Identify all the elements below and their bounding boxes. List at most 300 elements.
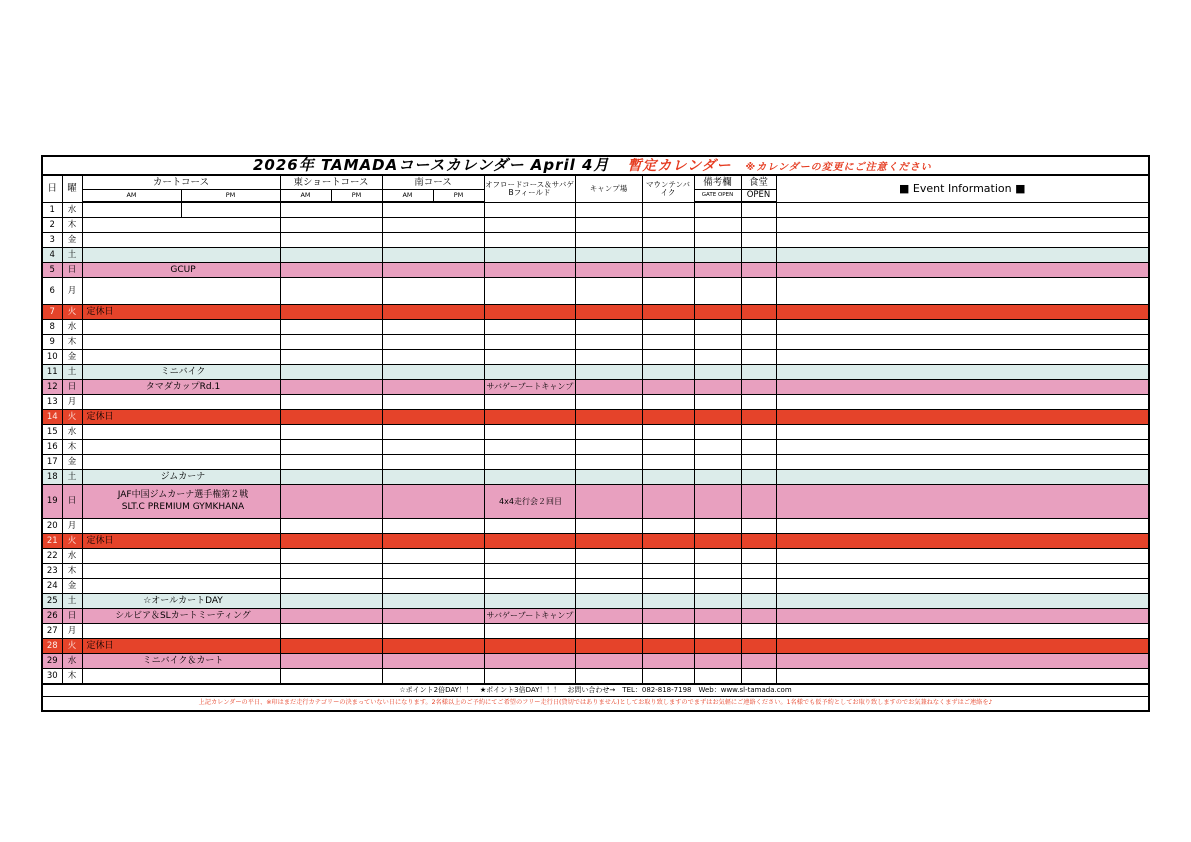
camp-cell (575, 549, 642, 564)
day-number: 8 (42, 320, 62, 335)
offroad-cell (484, 594, 575, 609)
kart-course-cell (82, 335, 280, 350)
offroad-cell (484, 278, 575, 305)
day-row (42, 410, 1149, 425)
south-course-cell (382, 233, 484, 248)
cafeteria-cell (741, 609, 776, 624)
weekday: 土 (62, 594, 82, 609)
offroad-cell: サバゲーブートキャンプ (484, 380, 575, 395)
day-row (42, 365, 1149, 380)
mountain-bike-cell (642, 519, 694, 534)
offroad-header: オフロードコース＆サバゲBフィールド (484, 175, 575, 202)
day-number: 3 (42, 233, 62, 248)
mountain-bike-cell (642, 263, 694, 278)
day-row (42, 564, 1149, 579)
cafeteria-cell (741, 233, 776, 248)
mountain-bike-header: マウンテンバイク (642, 175, 694, 202)
camp-cell (575, 202, 642, 218)
day-number: 7 (42, 305, 62, 320)
cafeteria-open-label: OPEN (741, 190, 776, 203)
cafeteria-cell (741, 579, 776, 594)
weekday: 日 (62, 485, 82, 519)
camp-cell (575, 440, 642, 455)
title-row (42, 156, 1149, 175)
camp-cell (575, 564, 642, 579)
camp-cell (575, 519, 642, 534)
east-short-course-header: 東ショートコース (280, 175, 382, 190)
east-course-cell (280, 263, 382, 278)
remarks-cell (694, 440, 741, 455)
kart-course-cell (82, 320, 280, 335)
day-row (42, 669, 1149, 685)
south-course-cell (382, 218, 484, 233)
south-course-cell (382, 395, 484, 410)
event-info-cell (776, 278, 1149, 305)
weekday: 火 (62, 534, 82, 549)
camp-header: キャンプ場 (575, 175, 642, 202)
mountain-bike-cell (642, 455, 694, 470)
weekday: 金 (62, 455, 82, 470)
cafeteria-cell (741, 218, 776, 233)
south-course-cell (382, 549, 484, 564)
kart-course-cell: ジムカーナ (82, 470, 280, 485)
day-row (42, 639, 1149, 654)
day-number: 23 (42, 564, 62, 579)
day-number: 17 (42, 455, 62, 470)
day-row (42, 624, 1149, 639)
cafeteria-cell (741, 278, 776, 305)
remarks-cell (694, 335, 741, 350)
calendar-title: 2026年 TAMADAコースカレンダー April 4月 (253, 156, 610, 174)
east-pm-header: PM (331, 190, 382, 203)
offroad-cell (484, 365, 575, 380)
provisional-label: 暫定カレンダー (627, 158, 732, 174)
kart-course-cell: 定休日 (82, 305, 280, 320)
kart-course-header: カートコース (82, 175, 280, 190)
kart-course-cell: タマダカップRd.1 (82, 380, 280, 395)
day-row (42, 350, 1149, 365)
event-info-cell (776, 485, 1149, 519)
mountain-bike-cell (642, 233, 694, 248)
remarks-header: 備考欄 (694, 175, 741, 190)
mountain-bike-cell (642, 305, 694, 320)
day-row (42, 218, 1149, 233)
footer-row-contact (42, 684, 1149, 697)
event-info-cell (776, 440, 1149, 455)
day-number: 16 (42, 440, 62, 455)
south-course-cell (382, 410, 484, 425)
mountain-bike-cell (642, 395, 694, 410)
day-row (42, 395, 1149, 410)
east-course-cell (280, 335, 382, 350)
cafeteria-cell (741, 350, 776, 365)
day-row (42, 519, 1149, 534)
day-row (42, 335, 1149, 350)
remarks-cell (694, 485, 741, 519)
kart-course-cell: 定休日 (82, 639, 280, 654)
cafeteria-cell (741, 320, 776, 335)
camp-cell (575, 248, 642, 263)
event-info-cell (776, 305, 1149, 320)
day-row (42, 305, 1149, 320)
east-course-cell (280, 549, 382, 564)
cafeteria-cell (741, 425, 776, 440)
weekday: 金 (62, 233, 82, 248)
event-info-cell (776, 624, 1149, 639)
remarks-cell (694, 365, 741, 380)
cafeteria-cell (741, 485, 776, 519)
east-course-cell (280, 639, 382, 654)
remarks-cell (694, 278, 741, 305)
event-info-cell (776, 669, 1149, 685)
day-row (42, 455, 1149, 470)
day-number: 10 (42, 350, 62, 365)
camp-cell (575, 395, 642, 410)
cafeteria-cell (741, 248, 776, 263)
weekday: 日 (62, 380, 82, 395)
east-course-cell (280, 350, 382, 365)
event-info-cell (776, 594, 1149, 609)
footer-contact: ☆ポイント2倍DAY！！ ★ポイント3倍DAY！！！ お問い合わせ→ TEL：082-818-7198 Web：www.sl-tamada.com (42, 684, 1149, 697)
event-info-cell (776, 654, 1149, 669)
camp-cell (575, 654, 642, 669)
south-am-header: AM (382, 190, 433, 203)
mountain-bike-cell (642, 609, 694, 624)
cafeteria-cell (741, 549, 776, 564)
offroad-cell (484, 549, 575, 564)
mountain-bike-cell (642, 365, 694, 380)
remarks-cell (694, 233, 741, 248)
kart-course-cell (82, 455, 280, 470)
day-row (42, 425, 1149, 440)
camp-cell (575, 425, 642, 440)
day-row (42, 248, 1149, 263)
remarks-cell (694, 579, 741, 594)
day-row (42, 549, 1149, 564)
cafeteria-cell (741, 669, 776, 685)
east-course-cell (280, 305, 382, 320)
day-row (42, 609, 1149, 624)
remarks-cell (694, 320, 741, 335)
offroad-cell (484, 305, 575, 320)
calendar-sheet (41, 155, 1148, 712)
south-course-cell (382, 639, 484, 654)
camp-cell (575, 624, 642, 639)
east-course-cell (280, 365, 382, 380)
weekday: 木 (62, 564, 82, 579)
kart-course-cell (82, 549, 280, 564)
mountain-bike-cell (642, 202, 694, 218)
east-course-cell (280, 233, 382, 248)
cafeteria-cell (741, 395, 776, 410)
offroad-cell (484, 263, 575, 278)
weekday: 土 (62, 470, 82, 485)
kart-course-cell: シルビア＆SLカートミーティング (82, 609, 280, 624)
day-row (42, 233, 1149, 248)
cafeteria-cell (741, 365, 776, 380)
day-row (42, 579, 1149, 594)
day-number: 9 (42, 335, 62, 350)
east-course-cell (280, 579, 382, 594)
cafeteria-cell (741, 455, 776, 470)
south-course-cell (382, 320, 484, 335)
offroad-cell (484, 455, 575, 470)
mountain-bike-cell (642, 534, 694, 549)
event-info-cell (776, 263, 1149, 278)
east-course-cell (280, 654, 382, 669)
weekday: 日 (62, 263, 82, 278)
weekday: 木 (62, 440, 82, 455)
camp-cell (575, 485, 642, 519)
mountain-bike-cell (642, 579, 694, 594)
offroad-cell (484, 335, 575, 350)
event-info-cell (776, 534, 1149, 549)
offroad-cell (484, 654, 575, 669)
day-row (42, 485, 1149, 519)
day-row (42, 594, 1149, 609)
kart-pm-cell (181, 202, 280, 218)
south-course-cell (382, 365, 484, 380)
kart-course-cell (82, 278, 280, 305)
day-number: 14 (42, 410, 62, 425)
east-course-cell (280, 248, 382, 263)
camp-cell (575, 639, 642, 654)
day-row (42, 380, 1149, 395)
mountain-bike-cell (642, 624, 694, 639)
camp-cell (575, 380, 642, 395)
day-number: 21 (42, 534, 62, 549)
camp-cell (575, 365, 642, 380)
event-info-cell (776, 365, 1149, 380)
event-info-cell (776, 218, 1149, 233)
cafeteria-cell (741, 202, 776, 218)
south-course-cell (382, 470, 484, 485)
offroad-cell: サバゲーブートキャンプ (484, 609, 575, 624)
remarks-cell (694, 305, 741, 320)
offroad-cell (484, 519, 575, 534)
kart-course-cell: GCUP (82, 263, 280, 278)
cafeteria-cell (741, 335, 776, 350)
camp-cell (575, 594, 642, 609)
cafeteria-cell (741, 380, 776, 395)
offroad-cell (484, 534, 575, 549)
south-course-cell (382, 564, 484, 579)
day-number: 11 (42, 365, 62, 380)
day-number: 30 (42, 669, 62, 685)
day-number: 25 (42, 594, 62, 609)
offroad-cell (484, 410, 575, 425)
cafeteria-cell (741, 410, 776, 425)
kart-course-cell (82, 440, 280, 455)
remarks-cell (694, 624, 741, 639)
east-course-cell (280, 594, 382, 609)
mountain-bike-cell (642, 320, 694, 335)
kart-course-cell: ミニバイク＆カート (82, 654, 280, 669)
kart-course-cell (82, 669, 280, 685)
offroad-cell (484, 425, 575, 440)
weekday: 水 (62, 654, 82, 669)
day-number: 15 (42, 425, 62, 440)
day-row (42, 278, 1149, 305)
weekday: 水 (62, 425, 82, 440)
day-number: 6 (42, 278, 62, 305)
south-course-cell (382, 609, 484, 624)
remarks-cell (694, 549, 741, 564)
camp-cell (575, 534, 642, 549)
kart-course-cell (82, 350, 280, 365)
footer-row-notice (42, 697, 1149, 712)
cafeteria-header: 食堂 (741, 175, 776, 190)
east-course-cell (280, 470, 382, 485)
event-info-cell (776, 233, 1149, 248)
event-information-header: ■ Event Information ■ (776, 175, 1149, 202)
camp-cell (575, 455, 642, 470)
day-number: 29 (42, 654, 62, 669)
event-info-cell (776, 248, 1149, 263)
cafeteria-cell (741, 305, 776, 320)
kart-am-cell (82, 202, 181, 218)
camp-cell (575, 350, 642, 365)
south-course-cell (382, 425, 484, 440)
day-number: 20 (42, 519, 62, 534)
remarks-cell (694, 564, 741, 579)
weekday: 水 (62, 320, 82, 335)
south-course-cell (382, 350, 484, 365)
east-course-cell (280, 320, 382, 335)
cafeteria-cell (741, 534, 776, 549)
weekday: 金 (62, 579, 82, 594)
cafeteria-cell (741, 564, 776, 579)
title-cell (42, 156, 1149, 175)
mountain-bike-cell (642, 669, 694, 685)
remarks-cell (694, 609, 741, 624)
event-info-cell (776, 335, 1149, 350)
day-number: 12 (42, 380, 62, 395)
kart-course-cell: 定休日 (82, 410, 280, 425)
event-info-cell (776, 609, 1149, 624)
south-course-cell (382, 669, 484, 685)
cafeteria-cell (741, 470, 776, 485)
offroad-cell (484, 202, 575, 218)
day-number: 19 (42, 485, 62, 519)
event-info-cell (776, 350, 1149, 365)
offroad-cell (484, 248, 575, 263)
remarks-cell (694, 669, 741, 685)
remarks-cell (694, 455, 741, 470)
mountain-bike-cell (642, 654, 694, 669)
camp-cell (575, 305, 642, 320)
south-course-cell (382, 534, 484, 549)
change-notice: ※カレンダーの変更にご注意ください (745, 162, 932, 173)
day-row (42, 534, 1149, 549)
event-info-cell (776, 470, 1149, 485)
south-pm-header: PM (433, 190, 484, 203)
camp-cell (575, 320, 642, 335)
event-info-cell (776, 380, 1149, 395)
event-info-cell (776, 549, 1149, 564)
weekday-header: 曜 (62, 175, 82, 202)
day-number: 13 (42, 395, 62, 410)
event-info-cell (776, 639, 1149, 654)
east-course-cell (280, 440, 382, 455)
offroad-cell (484, 669, 575, 685)
south-course-cell (382, 624, 484, 639)
cafeteria-cell (741, 624, 776, 639)
day-row (42, 470, 1149, 485)
mountain-bike-cell (642, 549, 694, 564)
camp-cell (575, 263, 642, 278)
east-course-cell (280, 410, 382, 425)
weekday: 日 (62, 609, 82, 624)
east-course-cell (280, 455, 382, 470)
east-course-cell (280, 609, 382, 624)
remarks-cell (694, 470, 741, 485)
east-course-cell (280, 380, 382, 395)
south-course-cell (382, 440, 484, 455)
weekday: 土 (62, 248, 82, 263)
mountain-bike-cell (642, 639, 694, 654)
east-course-cell (280, 624, 382, 639)
day-number: 24 (42, 579, 62, 594)
day-number: 1 (42, 202, 62, 218)
weekday: 火 (62, 639, 82, 654)
camp-cell (575, 579, 642, 594)
camp-cell (575, 669, 642, 685)
calendar-table (41, 155, 1150, 712)
offroad-cell (484, 233, 575, 248)
remarks-cell (694, 202, 741, 218)
mountain-bike-cell (642, 335, 694, 350)
event-info-cell (776, 519, 1149, 534)
offroad-cell (484, 440, 575, 455)
offroad-cell (484, 639, 575, 654)
remarks-cell (694, 263, 741, 278)
south-course-cell (382, 485, 484, 519)
mountain-bike-cell (642, 485, 694, 519)
offroad-cell (484, 579, 575, 594)
days-body (42, 202, 1149, 684)
remarks-cell (694, 410, 741, 425)
weekday: 火 (62, 410, 82, 425)
day-number: 18 (42, 470, 62, 485)
camp-cell (575, 609, 642, 624)
weekday: 水 (62, 202, 82, 218)
footer-notice: 上記カレンダーの平日、※印はまだ走行カテゴリーの決まっていない日になります。2名様以上のご予約にてご希望のフリー走行日(貸切ではありません)としてお取り致しますのでまずはお気軽にご連絡ください。1名様でも仮予約としてお取り致しますのでお気兼ねなくまずはご連絡を♪ (42, 697, 1149, 712)
remarks-cell (694, 425, 741, 440)
day-number: 27 (42, 624, 62, 639)
south-course-cell (382, 202, 484, 218)
header-row (42, 175, 1149, 190)
remarks-cell (694, 395, 741, 410)
day-row (42, 202, 1149, 218)
mountain-bike-cell (642, 380, 694, 395)
south-course-cell (382, 380, 484, 395)
south-course-cell (382, 455, 484, 470)
camp-cell (575, 278, 642, 305)
mountain-bike-cell (642, 564, 694, 579)
mountain-bike-cell (642, 248, 694, 263)
south-course-cell (382, 519, 484, 534)
remarks-cell (694, 350, 741, 365)
east-course-cell (280, 564, 382, 579)
weekday: 木 (62, 218, 82, 233)
day-row (42, 440, 1149, 455)
cafeteria-cell (741, 639, 776, 654)
kart-course-cell (82, 233, 280, 248)
kart-event-line: JAF中国ジムカーナ選手権第２戦 (117, 490, 249, 501)
offroad-cell (484, 564, 575, 579)
cafeteria-cell (741, 654, 776, 669)
